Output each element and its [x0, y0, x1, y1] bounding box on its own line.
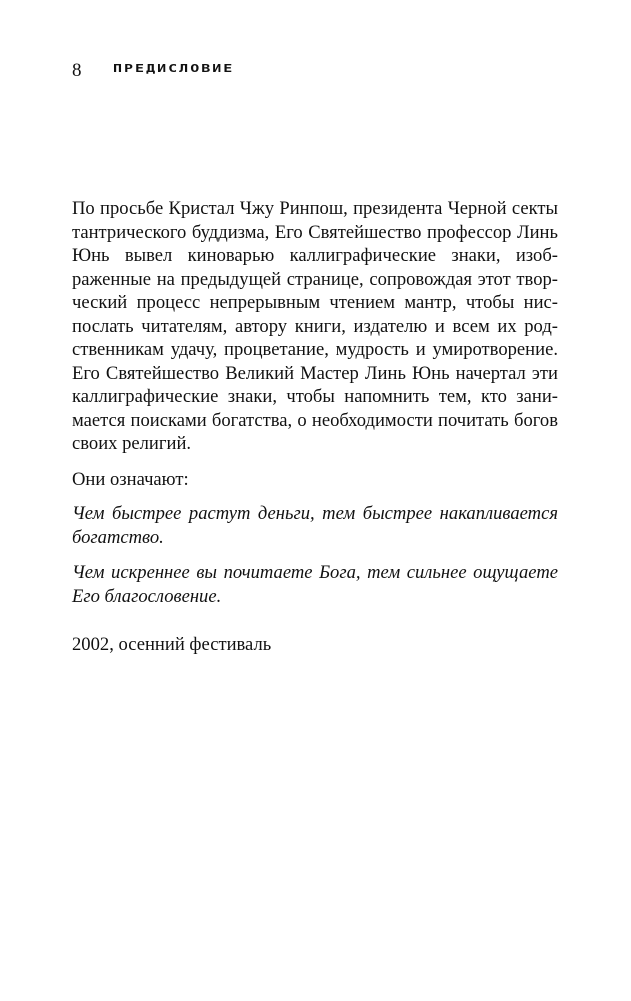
- document-content: [72, 197, 558, 657]
- main-paragraph: По просьбе Кристал Чжу Ринпош, президента Черной секты тантрического буддизма, Его Святейшество профессор Линь Юнь вывел киноварью каллиграфические знаки, изображенные на предыдущей странице, сопровождая этот творческий процесс непрерывным чтением мантр, чтобы ниспослать читателям, автору книги, издателю и всем их родственникам удачу, процветание, мудрость и умиротворение. Его Святейшество Великий Мастер Линь Юнь начертал эти каллиграфические знаки, чтобы напомнить тем, кто занимается поисками богатства, о необходимости почитать богов своих религий.: [72, 198, 558, 454]
- intro-line: Они означают:: [72, 468, 189, 490]
- page-number: 8: [72, 60, 82, 81]
- date-line: 2002, осенний фестиваль: [72, 634, 272, 655]
- quote-line-1: Чем быстрее растут деньги, тем быстрее накапливается богатство.: [72, 503, 558, 548]
- running-head: ПРЕДИСЛОВИЕ: [113, 62, 235, 75]
- quote-line-2: Чем искреннее вы почитаете Бога, тем сильнее ощущаете Его благословение.: [72, 562, 558, 607]
